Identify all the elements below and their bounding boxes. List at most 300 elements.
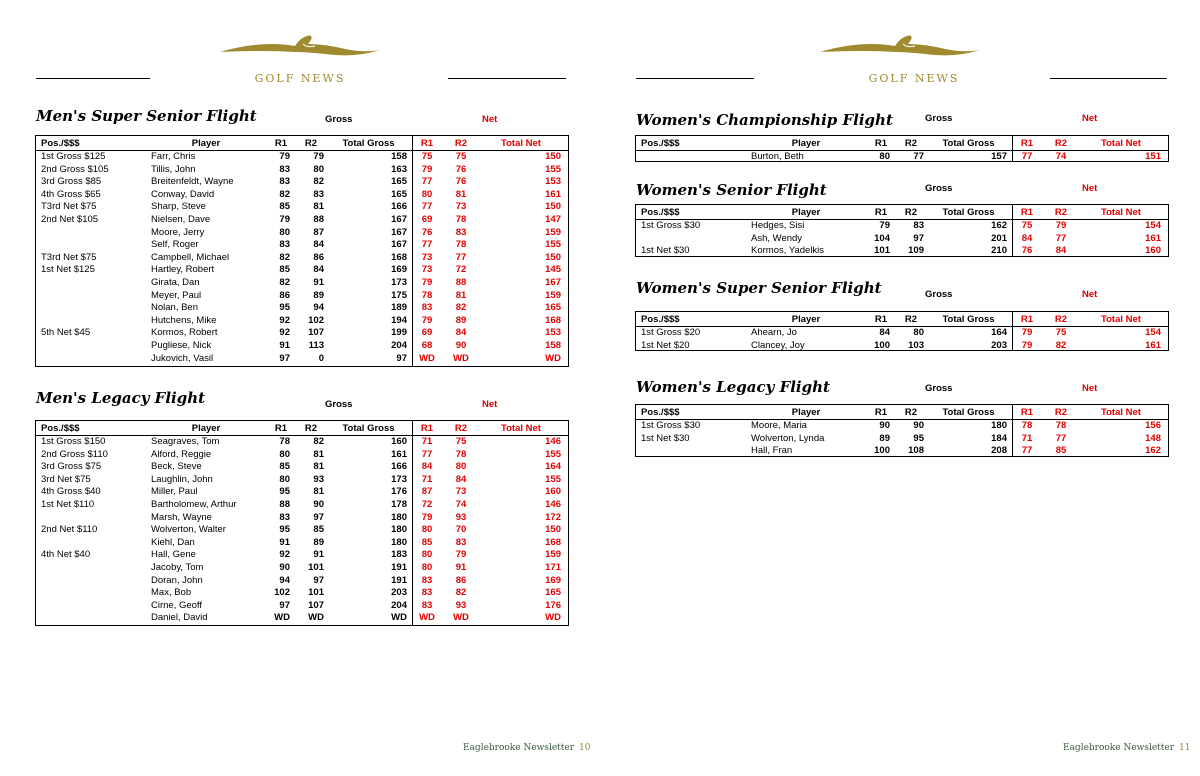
golf-news-heading: GOLF NEWS — [254, 72, 346, 85]
cell-r1: 95 — [279, 486, 290, 498]
cell-r1: 102 — [274, 587, 290, 599]
cell-player: Hall, Gene — [151, 549, 196, 561]
cell-r2: 94 — [313, 302, 324, 314]
cell-net-r1: 79 — [421, 277, 433, 288]
footer-right — [1063, 743, 1191, 753]
cell-r2: 90 — [313, 499, 324, 510]
column-header-player: Player — [191, 423, 221, 434]
cell-total-net: 155 — [545, 448, 561, 460]
header-rule-left — [36, 78, 150, 79]
cell-net-r2: WD — [453, 352, 469, 364]
cell-total-gross: 165 — [391, 188, 407, 200]
cell-r2: 82 — [313, 436, 324, 447]
cell-total-net: 156 — [1145, 420, 1161, 431]
cell-player: Wolverton, Lynda — [751, 432, 825, 444]
cell-r2: 91 — [313, 277, 324, 288]
cell-player: Miller, Paul — [151, 486, 198, 498]
cell-net-r1: 84 — [421, 461, 433, 473]
cell-total-net: 150 — [545, 201, 561, 213]
table-row — [36, 449, 568, 462]
cell-player: Hall, Fran — [751, 445, 793, 457]
cell-r2: 77 — [913, 151, 924, 162]
cell-net-r2: 80 — [455, 461, 467, 473]
table-row — [36, 151, 568, 164]
table-row — [36, 537, 568, 550]
cell-player: Seagraves, Tom — [151, 436, 220, 447]
cell-r2: 89 — [313, 289, 324, 301]
cell-r1: 84 — [879, 327, 890, 338]
cell-r2: 81 — [313, 486, 324, 498]
cell-player: Alford, Reggie — [151, 448, 212, 460]
cell-player: Wolverton, Walter — [151, 524, 226, 536]
cell-net-r2: 76 — [455, 176, 467, 188]
column-header-r1: R1 — [874, 207, 888, 218]
cell-r1: 89 — [879, 432, 890, 444]
cell-r2: 90 — [913, 420, 924, 431]
table-row — [636, 220, 1168, 233]
cell-r1: 80 — [279, 473, 290, 485]
cell-net-r2: 82 — [455, 302, 467, 314]
cell-player: Breitenfeldt, Wayne — [151, 176, 234, 188]
cell-pos: 1st Net $20 — [641, 339, 690, 351]
cell-net-r1: 75 — [421, 151, 433, 162]
cell-total-net: 154 — [1145, 327, 1161, 338]
table-row — [36, 227, 568, 240]
cell-net-r2: 78 — [455, 448, 467, 460]
cell-net-r1: 71 — [421, 436, 433, 447]
cell-pos: 3rd Net $75 — [41, 473, 91, 485]
cell-player: Hutchens, Mike — [151, 314, 217, 326]
net-label: Net — [482, 114, 498, 125]
cell-r1: 91 — [279, 340, 290, 351]
cell-r1: 95 — [279, 524, 290, 536]
cell-net-r2: 93 — [455, 599, 467, 611]
cell-total-net: 151 — [1145, 151, 1161, 162]
column-header-player: Player — [791, 207, 821, 218]
cell-net-r2: 73 — [455, 486, 467, 498]
cell-total-gross: 210 — [991, 245, 1007, 257]
cell-total-gross: 201 — [991, 232, 1007, 244]
header-rule-left — [636, 78, 754, 79]
right-page — [600, 0, 1200, 776]
results-table-womens-super-senior — [635, 311, 1169, 351]
cell-r2: 89 — [313, 536, 324, 548]
table-header-row — [636, 407, 1168, 420]
cell-player: Kiehl, Dan — [151, 536, 195, 548]
cell-player: Marsh, Wayne — [151, 511, 212, 523]
cell-net-r2: 90 — [455, 340, 467, 351]
column-header-total-net: Total Net — [1101, 407, 1141, 418]
cell-net-r2: 89 — [455, 314, 467, 326]
cell-r2: 79 — [313, 151, 324, 162]
column-header-total-net: Total Net — [1101, 314, 1141, 325]
cell-net-r2: 77 — [1055, 432, 1067, 444]
cell-player: Nielsen, Dave — [151, 214, 211, 225]
cell-net-r1: 80 — [421, 562, 433, 573]
cell-r1: 90 — [879, 420, 890, 431]
cell-total-net: 165 — [545, 587, 561, 599]
column-header-r2: R2 — [904, 207, 918, 218]
column-header-player: Player — [791, 407, 821, 418]
net-label: Net — [1082, 183, 1098, 194]
cell-r1: 79 — [879, 220, 890, 231]
cell-player: Kormos, Yadelkis — [751, 245, 825, 257]
cell-r1: 100 — [874, 445, 890, 457]
table-row — [36, 612, 568, 625]
footer-text: Eaglebrooke Newsletter — [1063, 743, 1175, 753]
column-header-net-r1: R1 — [1020, 407, 1034, 418]
cell-player: Doran, John — [151, 574, 203, 586]
table-row — [636, 445, 1168, 457]
column-header-r1: R1 — [874, 138, 888, 149]
cell-r1: 97 — [279, 352, 290, 364]
results-table-womens-championship — [635, 135, 1169, 162]
column-header-pos: Pos./$$$ — [641, 407, 680, 418]
cell-net-r1: 80 — [421, 549, 433, 561]
cell-total-gross: 178 — [391, 499, 407, 510]
cell-net-r1: 87 — [421, 486, 433, 498]
cell-r1: 83 — [279, 511, 290, 523]
cell-r1: 79 — [279, 214, 290, 225]
net-label: Net — [1082, 113, 1098, 124]
cell-net-r1: 77 — [421, 201, 433, 213]
cell-player: Daniel, David — [151, 612, 208, 624]
cell-net-r1: 83 — [421, 599, 433, 611]
cell-net-r2: 86 — [455, 574, 467, 586]
cell-pos: 2nd Gross $110 — [41, 448, 108, 460]
cell-net-r1: 71 — [1021, 432, 1033, 444]
column-header-net-r1: R1 — [420, 138, 434, 149]
cell-total-net: 164 — [545, 461, 561, 473]
cell-total-net: 161 — [1145, 232, 1161, 244]
cell-total-net: 147 — [545, 214, 561, 225]
cell-r1: 80 — [879, 151, 890, 162]
cell-r1: 82 — [279, 188, 290, 200]
table-row — [36, 512, 568, 525]
cell-net-r2: 84 — [1055, 245, 1067, 257]
cell-player: Self, Roger — [151, 239, 199, 251]
column-header-player: Player — [791, 314, 821, 325]
cell-total-net: 162 — [1145, 445, 1161, 457]
cell-net-r1: 79 — [1021, 339, 1033, 351]
cell-total-net: 159 — [545, 226, 561, 238]
flight-title-womens-championship: Women's Championship Flight — [636, 111, 893, 129]
table-row — [36, 189, 568, 202]
cell-total-net: WD — [545, 612, 561, 624]
cell-r2: 102 — [308, 314, 324, 326]
cell-total-net: 155 — [545, 239, 561, 251]
cell-net-r2: 79 — [1055, 220, 1067, 231]
table-row — [36, 600, 568, 613]
cell-pos: T3rd Net $75 — [41, 201, 97, 213]
column-header-total-net: Total Net — [501, 138, 541, 149]
cell-total-gross: 204 — [391, 340, 407, 351]
page-number: 10 — [579, 743, 591, 753]
cell-total-gross: 157 — [991, 151, 1007, 162]
table-row — [636, 433, 1168, 446]
cell-r2: 108 — [908, 445, 924, 457]
cell-r1: 92 — [279, 327, 290, 339]
cell-r1: 92 — [279, 549, 290, 561]
cell-net-r2: 78 — [1055, 420, 1067, 431]
cell-total-net: 167 — [545, 277, 561, 288]
table-header-row — [636, 138, 1168, 151]
cell-total-gross: 166 — [391, 201, 407, 213]
cell-total-gross: WD — [391, 612, 407, 624]
footer-left — [463, 743, 591, 753]
cell-r1: 83 — [279, 163, 290, 175]
cell-net-r1: 77 — [1021, 151, 1033, 162]
column-header-r2: R2 — [904, 407, 918, 418]
cell-total-gross: 191 — [391, 562, 407, 573]
table-row — [36, 290, 568, 303]
table-row — [636, 233, 1168, 246]
table-row — [36, 499, 568, 512]
cell-r2: 88 — [313, 214, 324, 225]
cell-player: Jukovich, Vasil — [151, 352, 214, 364]
column-header-total-gross: Total Gross — [942, 314, 995, 325]
column-header-r1: R1 — [274, 423, 288, 434]
table-row — [36, 239, 568, 252]
cell-net-r1: 77 — [421, 448, 433, 460]
cell-net-r1: 77 — [421, 176, 433, 188]
cell-player: Girata, Dan — [151, 277, 200, 288]
cell-pos: 1st Gross $150 — [41, 436, 106, 447]
header-rule-right — [448, 78, 566, 79]
cell-net-r1: 78 — [421, 289, 433, 301]
cell-r1: 85 — [279, 461, 290, 473]
cell-player: Hedges, Sisi — [751, 220, 805, 231]
cell-player: Burton, Beth — [751, 151, 804, 162]
cell-total-gross: 183 — [391, 549, 407, 561]
cell-total-net: 160 — [1145, 245, 1161, 257]
column-header-net-r2: R2 — [454, 423, 468, 434]
table-row — [36, 201, 568, 214]
column-header-r2: R2 — [304, 138, 318, 149]
cell-total-net: 161 — [1145, 339, 1161, 351]
cell-total-net: 145 — [545, 264, 561, 276]
cell-net-r1: 77 — [1021, 445, 1033, 457]
column-header-total-gross: Total Gross — [942, 407, 995, 418]
cell-r2: 82 — [313, 176, 324, 188]
cell-r1: 92 — [279, 314, 290, 326]
table-row — [36, 252, 568, 265]
cell-total-net: 150 — [545, 151, 561, 162]
cell-total-net: 160 — [545, 486, 561, 498]
cell-r1: 94 — [279, 574, 290, 586]
column-header-r2: R2 — [904, 138, 918, 149]
cell-total-net: 146 — [545, 499, 561, 510]
column-header-total-gross: Total Gross — [942, 138, 995, 149]
cell-player: Hartley, Robert — [151, 264, 215, 276]
cell-total-gross: 180 — [391, 511, 407, 523]
cell-total-net: 168 — [545, 536, 561, 548]
cell-net-r2: 70 — [455, 524, 467, 536]
table-row — [36, 315, 568, 328]
table-row — [36, 340, 568, 353]
column-header-net-r1: R1 — [1020, 138, 1034, 149]
cell-player: Laughlin, John — [151, 473, 213, 485]
cell-r1: 80 — [279, 448, 290, 460]
cell-total-gross: 199 — [391, 327, 407, 339]
cell-net-r2: 76 — [455, 163, 467, 175]
cell-pos: 4th Gross $65 — [41, 188, 101, 200]
cell-net-r1: WD — [419, 612, 435, 624]
cell-total-net: 155 — [545, 163, 561, 175]
cell-r1: 104 — [874, 232, 890, 244]
cell-r1: 85 — [279, 201, 290, 213]
flight-title-womens-super-senior: Women's Super Senior Flight — [636, 279, 882, 297]
cell-net-r2: 82 — [1055, 339, 1067, 351]
column-header-player: Player — [191, 138, 221, 149]
table-row — [36, 562, 568, 575]
cell-pos: 2nd Net $105 — [41, 214, 99, 225]
column-header-r1: R1 — [274, 138, 288, 149]
cell-pos: 4th Net $40 — [41, 549, 91, 561]
cell-r2: 81 — [313, 461, 324, 473]
table-header-row — [636, 207, 1168, 220]
column-header-player: Player — [791, 138, 821, 149]
cell-total-gross: 97 — [396, 352, 407, 364]
column-header-net-r2: R2 — [1054, 138, 1068, 149]
cell-net-r1: 76 — [1021, 245, 1033, 257]
cell-net-r1: 73 — [421, 264, 433, 276]
cell-pos: 4th Gross $40 — [41, 486, 101, 498]
cell-net-r2: 77 — [455, 251, 467, 263]
cell-net-r1: 69 — [421, 327, 433, 339]
net-label: Net — [1082, 383, 1098, 394]
cell-total-gross: 167 — [391, 239, 407, 251]
cell-r2: 84 — [313, 239, 324, 251]
cell-r2: 101 — [308, 587, 324, 599]
cell-r1: 90 — [279, 562, 290, 573]
cell-total-net: 169 — [545, 574, 561, 586]
cell-net-r1: 75 — [1021, 220, 1033, 231]
flight-title-womens-legacy: Women's Legacy Flight — [636, 378, 830, 396]
cell-r1: 85 — [279, 264, 290, 276]
cell-r1: WD — [274, 612, 290, 624]
gross-label: Gross — [925, 183, 953, 194]
cell-r2: 97 — [313, 574, 324, 586]
cell-net-r1: 78 — [1021, 420, 1033, 431]
cell-pos: 1st Net $110 — [41, 499, 95, 510]
cell-net-r1: 79 — [421, 314, 433, 326]
cell-total-gross: 208 — [991, 445, 1007, 457]
table-header-row — [636, 314, 1168, 327]
cell-total-net: 155 — [545, 473, 561, 485]
column-header-pos: Pos./$$$ — [641, 207, 680, 218]
cell-player: Bartholomew, Arthur — [151, 499, 237, 510]
cell-player: Kormos, Robert — [151, 327, 218, 339]
cell-total-gross: 194 — [391, 314, 407, 326]
cell-net-r1: 84 — [1021, 232, 1033, 244]
cell-net-r1: 83 — [421, 302, 433, 314]
column-header-total-gross: Total Gross — [942, 207, 995, 218]
gross-label: Gross — [925, 113, 953, 124]
cell-player: Campbell, Michael — [151, 251, 230, 263]
cell-net-r1: 79 — [421, 511, 433, 523]
cell-total-gross: 167 — [391, 226, 407, 238]
cell-net-r1: 68 — [421, 340, 433, 351]
cell-r1: 83 — [279, 239, 290, 251]
cell-total-gross: 203 — [391, 587, 407, 599]
table-row — [36, 302, 568, 315]
cell-total-net: 171 — [545, 562, 561, 573]
cell-r2: 86 — [313, 251, 324, 263]
table-row — [636, 245, 1168, 257]
footer-text: Eaglebrooke Newsletter — [463, 743, 575, 753]
table-row — [636, 420, 1168, 433]
column-header-net-r1: R1 — [1020, 207, 1034, 218]
cell-r2: 81 — [313, 448, 324, 460]
results-table-womens-legacy — [635, 404, 1169, 457]
cell-pos: T3rd Net $75 — [41, 251, 97, 263]
cell-net-r2: 78 — [455, 214, 467, 225]
cell-total-gross: 168 — [391, 251, 407, 263]
cell-pos: 5th Net $45 — [41, 327, 91, 339]
cell-total-gross: 175 — [391, 289, 407, 301]
cell-r2: 83 — [913, 220, 924, 231]
flight-title-womens-senior: Women's Senior Flight — [636, 181, 827, 199]
cell-net-r2: 81 — [455, 289, 467, 301]
cell-total-net: 161 — [545, 188, 561, 200]
cell-r1: 101 — [874, 245, 890, 257]
cell-r2: 83 — [313, 188, 324, 200]
table-row — [36, 587, 568, 600]
cell-total-gross: 191 — [391, 574, 407, 586]
cell-r2: 97 — [913, 232, 924, 244]
cell-net-r1: 72 — [421, 499, 433, 510]
cell-net-r1: 73 — [421, 251, 433, 263]
cell-total-gross: 167 — [391, 214, 407, 225]
cell-net-r2: 77 — [1055, 232, 1067, 244]
cell-r2: 93 — [313, 473, 324, 485]
cell-pos: 1st Net $125 — [41, 264, 95, 276]
cell-total-net: 153 — [545, 176, 561, 188]
cell-r2: 80 — [913, 327, 924, 338]
cell-net-r1: 77 — [421, 239, 433, 251]
cell-net-r1: 83 — [421, 574, 433, 586]
cell-player: Sharp, Steve — [151, 201, 206, 213]
column-header-net-r1: R1 — [420, 423, 434, 434]
column-header-pos: Pos./$$$ — [41, 423, 80, 434]
cell-r2: WD — [308, 612, 324, 624]
cell-net-r1: 69 — [421, 214, 433, 225]
table-row — [36, 524, 568, 537]
cell-total-net: 165 — [545, 302, 561, 314]
table-row — [36, 461, 568, 474]
gross-label: Gross — [925, 383, 953, 394]
cell-r1: 100 — [874, 339, 890, 351]
cell-net-r2: 82 — [455, 587, 467, 599]
cell-total-net: 150 — [545, 524, 561, 536]
cell-player: Meyer, Paul — [151, 289, 202, 301]
column-header-pos: Pos./$$$ — [641, 138, 680, 149]
cell-total-gross: 162 — [991, 220, 1007, 231]
gross-label: Gross — [325, 114, 353, 125]
gross-label: Gross — [925, 289, 953, 300]
cell-net-r1: 71 — [421, 473, 433, 485]
cell-r2: 109 — [908, 245, 924, 257]
cell-player: Jacoby, Tom — [151, 562, 204, 573]
cell-total-gross: 163 — [391, 163, 407, 175]
table-row — [36, 214, 568, 227]
eagle-logo-icon — [815, 30, 985, 60]
cell-total-gross: 165 — [391, 176, 407, 188]
cell-r2: 0 — [318, 352, 324, 364]
cell-pos: 1st Gross $125 — [41, 151, 106, 162]
cell-r1: 79 — [279, 151, 290, 162]
